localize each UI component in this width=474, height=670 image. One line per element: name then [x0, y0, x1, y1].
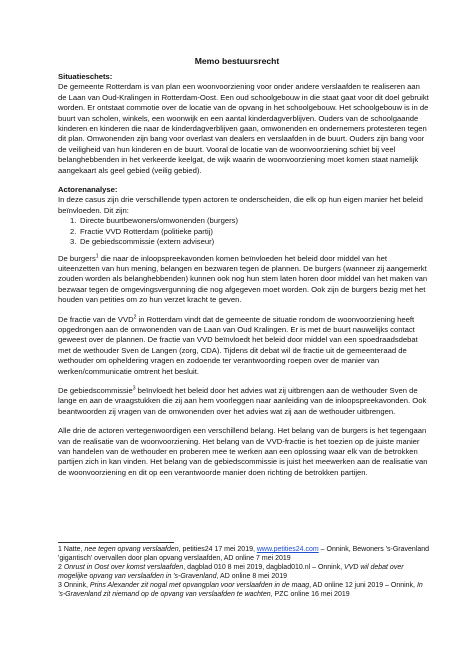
footnote-text: , AD online 12 juni 2019 – Onnink, — [309, 581, 417, 589]
footnote-text: , dagblad 010 8 mei 2019, dagblad010.nl – Onnink, — [183, 563, 345, 571]
footnote-title: Prins Alexander zit nogal met opvangplan voor verslaafden in de maag — [89, 581, 310, 589]
paragraph-rest: die naar de inloopspreekavonden komen beïnvloeden het beleid door middel van het uiteenzetten van hun mening, belangen en bezwaren tegen de plannen. De burgers (wanneer zij aangemerkt zouden worden als belanghebbenden) kunnen ook nog hun stem laten horen door middel van het maken van bezwaar tegen de omgevingsvergunning die nog afgegeven moet worden. Ook zijn de burgers bezig met het houden van petities om zo hun verzet kracht te geven. — [58, 253, 428, 305]
footnote-ref-1[interactable]: 1 — [95, 252, 99, 259]
footnote-divider — [58, 542, 174, 543]
footnote-title: VVD wil debat over mogelijke opvang van verslaafden in 's-Gravenland — [58, 563, 404, 580]
situatieschets-text: De gemeente Rotterdam is van plan een woonvoorziening voor onder andere verslaafden te realiseren aan de Laan van Oud-Kralingen in Rotterdam-Oost. Een oud schoolgebouw in die staat gaat voor dit doel gebruikt worden. Er ontstaat commotie over de locatie van de opvang in het schoolgebouw. Het schoolgebouw is in de buurt van scholen, winkels, een woonwijk en een aantal kinderdagverblijven. Ouders van de schoolgaande kinderen en kinderen die naar de kinderdagverblijven gaan, omwonenden en ondernemers protesteren tegen dit plan. Omwonenden zijn bang voor overlast van dealers en verslaafden in de buurt. Ouders zijn bang voor de veiligheid van hun kinderen en de buurt. Vooral de locatie van de woonvoorziening schiet bij veel belanghebbenden in het verkeerde keelgat, de wijk waarin de woonvoorziening moet komen staat namelijk aangekaart als geel gebied (veilig gebied). — [58, 82, 429, 175]
footnote-2 — [58, 564, 430, 582]
list-number: 3. — [70, 237, 77, 247]
memo-title: Memo bestuursrecht — [194, 56, 280, 66]
footnote-text: 1 Natte, — [58, 546, 85, 553]
list-number: 2. — [70, 226, 77, 236]
paragraph-start: De burgers — [58, 253, 96, 263]
list-item-text: De gebiedscommissie (extern adviseur) — [80, 237, 215, 247]
paragraph-gebiedscommissie — [58, 386, 430, 417]
footnote-title: In 's-Gravenland zit niemand op de opvang van verslaafden te wachten — [58, 581, 423, 598]
list-item-text: Fractie VVD Rotterdam (politieke partij) — [80, 226, 213, 236]
footnote-link[interactable]: www.petities24.com — [256, 546, 319, 553]
footnote-ref-3[interactable]: 3 — [132, 385, 136, 392]
actorenanalyse-intro: In deze casus zijn drie verschillende typen actoren te onderscheiden, die elk op hun eigen manier het beleid beïnvloeden. Dit zijn: — [58, 195, 423, 215]
footnote-1 — [58, 546, 430, 564]
footnote-text: 3 Onnink, — [58, 581, 90, 589]
footnote-text: , PZC online 16 mei 2019 — [270, 590, 350, 598]
footnotes — [58, 542, 430, 599]
paragraph-belangen: Alle drie de actoren vertegenwoordigen een verschillend belang. Het belang van de burgers is het tegengaan van de realisatie van de woonvoorziening. Het belang van de VVD-fractie is het toezien op de juiste manier van handelen van de wethouder en proberen mee te werken aan een oplossing waar elk van de betrokken partijen zich in kan vinden. Het belang van de gebiedscommissie is juist het meewerken aan de realisatie van de woonvoorziening en dit op een verantwoorde manier doen richting de betrokken partijen. — [58, 426, 428, 477]
footnote-3 — [58, 582, 430, 600]
footnote-text: , petities24 17 mei 2019, — [178, 546, 257, 553]
situatieschets-heading: Situatieschets: — [58, 72, 113, 81]
actor-list-item — [58, 237, 430, 247]
actor-list-item — [58, 216, 430, 226]
paragraph-burgers — [58, 254, 430, 306]
actor-list — [58, 216, 430, 247]
paragraph-start: De fractie van de VVD — [58, 314, 134, 324]
footnote-text: 2 — [58, 563, 64, 571]
list-item-text: Directe buurtbewoners/omwonenden (burgers) — [80, 216, 238, 226]
footnote-ref-2[interactable]: 2 — [133, 313, 137, 320]
footnote-text: , AD online 8 mei 2019 — [216, 572, 287, 580]
memo-body — [58, 72, 430, 478]
paragraph-rest: beïnvloedt het beleid door het advies wat zij uitbrengen aan de wethouder Sven de lange en aan de vraagstukken die zij aan hem voorleggen naar aanleiding van de inloopspreekavonden. Ook beantwoorden zij vragen van de omwonenden over het advies wat zij aan de wethouder uitbrengen. — [58, 385, 427, 416]
list-number: 1. — [70, 216, 77, 226]
footnote-title: nee tegen opvang verslaafden — [84, 546, 179, 553]
footnote-text: – Onnink, Bewoners 's-Gravenland 'gigantisch' overvallen door plan opvang verslaafden, AD online 7 mei 2019 — [58, 546, 430, 562]
actorenanalyse-heading: Actorenanalyse: — [58, 185, 118, 195]
paragraph-start: De gebiedscommissie — [58, 385, 133, 395]
paragraph-vvd — [58, 315, 430, 377]
actor-list-item — [58, 227, 430, 237]
footnote-title: Onrust in Oost over komst verslaafden — [63, 563, 184, 571]
paragraph-rest: in Rotterdam vindt dat de gemeente de situatie rondom de woonvoorziening heeft opgedrongen aan de omwonenden van de Laan van Oud Kralingen. Er is met de buurt nauwelijks contact geweest over de plannen. De fractie van VVD beïnvloedt het beleid door middel van een spoedraadsdebat met de wethouder Sven de Langen (zorg, CDA). Tijdens dit debat wil de fractie uit de gemeenteraad de wethouder om opheldering vragen en zodoende ter verantwoording roepen over de manier van werken/communicatie omtrent het besluit. — [58, 314, 418, 376]
